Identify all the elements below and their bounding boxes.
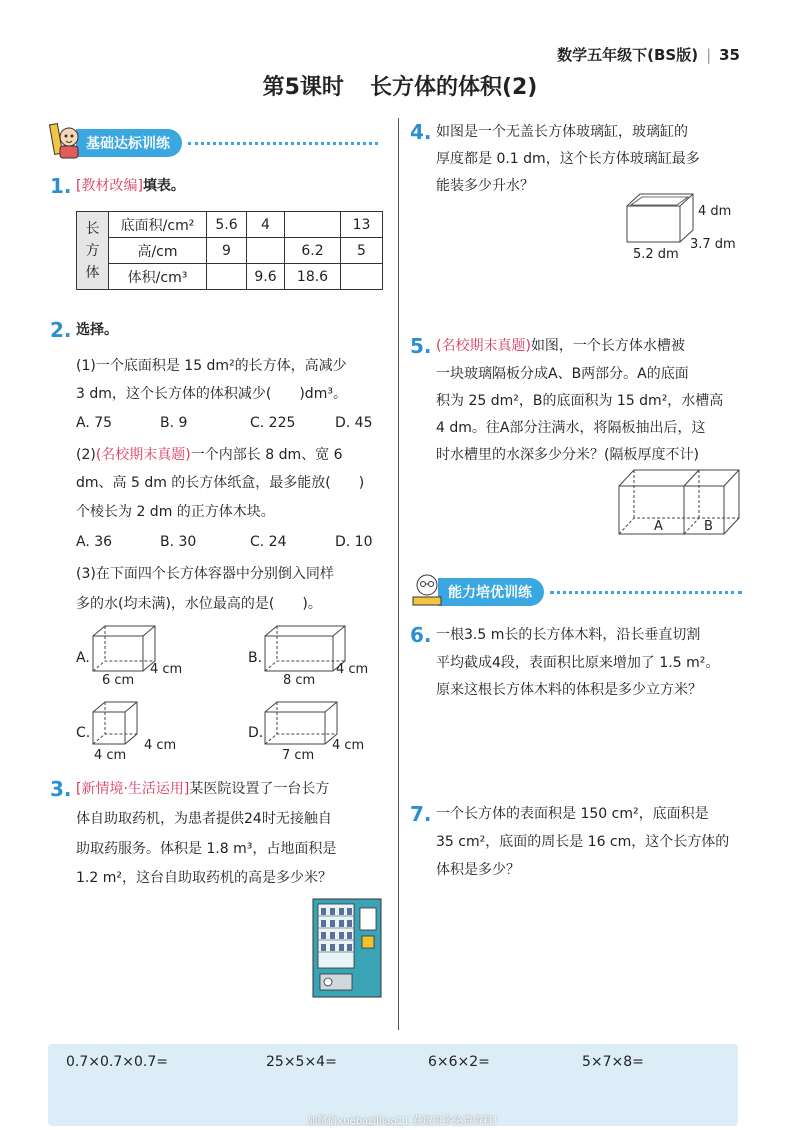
q2-sub2-tag: (名校期末真题) xyxy=(95,447,191,463)
box-b-depth: 4 cm xyxy=(336,662,369,677)
q6-line3: 原来这根长方体木料的体积是多少立方米？ xyxy=(436,682,702,698)
row-label: 底面积/cm² xyxy=(109,212,207,238)
glass-tank-figure xyxy=(626,192,696,244)
tank-depth: 3.7 dm xyxy=(690,237,736,252)
box-c-figure xyxy=(92,700,140,748)
box-c-depth: 4 cm xyxy=(144,738,177,753)
box-d-depth: 4 cm xyxy=(332,738,365,753)
q5-line4: 4 dm。往A部分注满水，将隔板抽出后，这 xyxy=(436,420,706,436)
q2-number: 2. xyxy=(50,318,72,342)
q3-line2: 体自助取药机，为患者提供24时无接触自 xyxy=(76,811,332,827)
q3-line4: 1.2 m²，这台自助取药机的高是多少米？ xyxy=(76,870,332,886)
q3-line3: 助取药服务。体积是 1.8 m³，占地面积是 xyxy=(76,841,337,857)
banner-dots xyxy=(550,591,742,594)
q2-fig-d-letter[interactable]: D. xyxy=(248,725,264,741)
box-a-figure xyxy=(92,624,158,674)
q6-line1: 一根3.5 m长的长方体木料，沿长垂直切割 xyxy=(436,627,701,643)
calc-expression[interactable]: 0.7×0.7×0.7= xyxy=(66,1054,168,1070)
q2-sub2-line1: (2)(名校期末真题)一个内部长 8 dm、宽 6 xyxy=(76,447,343,463)
q5-line3: 积为 25 dm²，B的底面积为 15 dm²，水槽高 xyxy=(436,393,724,409)
mental-math-strip xyxy=(48,1044,738,1126)
volume-table xyxy=(76,211,383,290)
tank-part-a-label: A xyxy=(654,519,663,534)
q2-prompt: 选择。 xyxy=(76,322,118,338)
table-cell: 5.6 xyxy=(207,212,247,238)
column-divider xyxy=(398,118,399,1030)
q2-sub2-option-a[interactable]: A. 36 xyxy=(76,534,113,550)
table-cell[interactable] xyxy=(285,212,341,238)
q3-number: 3. xyxy=(50,777,72,801)
table-cell[interactable] xyxy=(207,264,247,290)
q2-fig-a-letter[interactable]: A. xyxy=(76,650,90,666)
q7-line1: 一个长方体的表面积是 150 cm²，底面积是 xyxy=(436,806,709,822)
q2-sub2-option-c[interactable]: C. 24 xyxy=(250,534,287,550)
section-banner-basic xyxy=(48,128,378,158)
q6-number: 6. xyxy=(410,623,432,647)
calc-expression[interactable]: 25×5×4= xyxy=(266,1054,337,1070)
page-number: 35 xyxy=(719,46,740,64)
box-a-depth: 4 cm xyxy=(150,662,183,677)
q1-prompt xyxy=(76,172,185,200)
q2-sub3-line1: (3)在下面四个长方体容器中分别倒入同样 xyxy=(76,566,334,582)
q2-fig-b-letter[interactable]: B. xyxy=(248,650,263,666)
q2-sub2-option-d[interactable]: D. 10 xyxy=(335,534,373,550)
table-cell: 9.6 xyxy=(247,264,285,290)
lesson-title xyxy=(0,70,800,101)
table-row xyxy=(77,264,383,290)
section-label: 基础达标训练 xyxy=(76,129,182,157)
table-cell: 9 xyxy=(207,238,247,264)
row-label: 体积/cm³ xyxy=(109,264,207,290)
tank-width: 5.2 dm xyxy=(633,247,679,262)
q1-number: 1. xyxy=(50,174,72,198)
page-header: 数学五年级下(BS版) | 35 xyxy=(557,46,740,64)
q2-sub1-line2: 3 dm，这个长方体的体积减少( )dm³。 xyxy=(76,386,347,402)
q4-line3: 能装多少升水？ xyxy=(436,178,534,194)
section-label: 能力培优训练 xyxy=(438,578,544,606)
lesson-topic: 长方体的体积(2) xyxy=(369,75,538,100)
q2-sub2-option-b[interactable]: B. 30 xyxy=(160,534,197,550)
row-label: 高/cm xyxy=(109,238,207,264)
q2-sub2-line2: dm、高 5 dm 的长方体纸盒，最多能放( ) xyxy=(76,475,365,491)
q5-line1: (名校期末真题)如图，一个长方体水槽被 xyxy=(436,338,685,354)
q5-number: 5. xyxy=(410,334,432,358)
q5-line2: 一块玻璃隔板分成A、B两部分。A的底面 xyxy=(436,366,689,382)
box-d-width: 7 cm xyxy=(282,748,315,763)
box-c-width: 4 cm xyxy=(94,748,127,763)
table-row xyxy=(77,212,383,238)
q4-line1: 如图是一个无盖长方体玻璃缸，玻璃缸的 xyxy=(436,124,688,140)
q3-tag: [新情境·生活运用] xyxy=(76,781,190,797)
box-d-figure xyxy=(264,700,340,748)
q1-tag: [教材改编] xyxy=(76,178,143,194)
box-b-width: 8 cm xyxy=(283,673,316,688)
q2-sub1-line1: (1)一个底面积是 15 dm²的长方体，高减少 xyxy=(76,358,347,374)
q2-sub1-option-a[interactable]: A. 75 xyxy=(76,415,113,431)
tank-height: 4 dm xyxy=(698,204,732,219)
water-tank-figure xyxy=(618,468,742,538)
box-a-width: 6 cm xyxy=(102,673,135,688)
q2-sub1-option-b[interactable]: B. 9 xyxy=(160,415,188,431)
q4-number: 4. xyxy=(410,120,432,144)
mascot-reading-icon xyxy=(410,571,444,609)
q5-line5: 时水槽里的水深多少分米？(隔板厚度不计) xyxy=(436,447,699,463)
q7-number: 7. xyxy=(410,802,432,826)
table-cell: 5 xyxy=(341,238,383,264)
q7-line2: 35 cm²，底面的周长是 16 cm，这个长方体的 xyxy=(436,834,730,850)
table-cell: 6.2 xyxy=(285,238,341,264)
q2-sub1-option-c[interactable]: C. 225 xyxy=(250,415,296,431)
calc-expression[interactable]: 5×7×8= xyxy=(582,1054,644,1070)
q3-line1: [新情境·生活运用]某医院设置了一台长方 xyxy=(76,781,330,797)
q2-sub2-line3: 个棱长为 2 dm 的正方体木块。 xyxy=(76,504,275,520)
calc-expression[interactable]: 6×6×2= xyxy=(428,1054,490,1070)
lesson-number: 第5课时 xyxy=(262,75,344,100)
q2-fig-c-letter[interactable]: C. xyxy=(76,725,91,741)
q2-sub3-line2: 多的水(均未满)，水位最高的是( )。 xyxy=(76,596,322,612)
tank-part-b-label: B xyxy=(704,519,713,534)
q4-line2: 厚度都是 0.1 dm，这个长方体玻璃缸最多 xyxy=(436,151,700,167)
book-title: 数学五年级下(BS版) xyxy=(557,46,699,64)
table-cell[interactable] xyxy=(341,264,383,290)
q6-line2: 平均截成4段，表面积比原来增加了 1.5 m²。 xyxy=(436,655,720,671)
vending-machine-icon xyxy=(312,898,382,998)
mascot-pencil-icon xyxy=(48,122,82,160)
q2-sub1-option-d[interactable]: D. 45 xyxy=(335,415,373,431)
table-row xyxy=(77,238,383,264)
banner-dots xyxy=(188,142,378,145)
watermark: 加微信xuebazilliao11 获取更多免费资料！ xyxy=(307,1116,503,1127)
table-cell: 13 xyxy=(341,212,383,238)
table-cell: 4 xyxy=(247,212,285,238)
table-cell: 18.6 xyxy=(285,264,341,290)
q5-tag: (名校期末真题) xyxy=(436,338,531,354)
table-cell[interactable] xyxy=(247,238,285,264)
q7-line3: 体积是多少？ xyxy=(436,862,520,878)
q1-text: 填表。 xyxy=(142,178,185,194)
row-group-label: 长 方 体 xyxy=(77,212,109,290)
section-banner-advanced xyxy=(410,577,742,607)
